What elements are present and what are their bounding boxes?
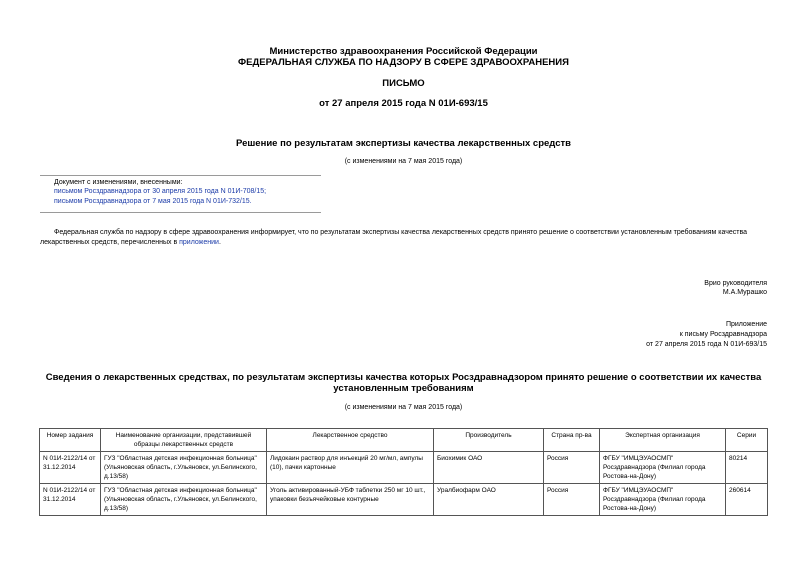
body-paragraph [40, 228, 766, 248]
cell-series: 80214 [726, 452, 768, 484]
cell-drug: Уголь активированный-УБФ таблетки 250 мг 10 шт., упаковки безъячейковые контурные [267, 484, 434, 516]
header-drug: Лекарственное средство [267, 429, 434, 452]
cell-task-number: N 01И-2122/14 от 31.12.2014 [40, 452, 101, 484]
ministry-title: Министерство здравоохранения Российской Федерации [269, 46, 538, 57]
header-country: Страна пр-ва [544, 429, 600, 452]
header-manufacturer: Производитель [434, 429, 544, 452]
changes-link-2[interactable]: письмом Росздравнадзора от 7 мая 2015 года N 01И-732/15. [54, 198, 252, 205]
header-organization: Наименование организации, представившей образцы лекарственных средств [101, 429, 267, 452]
appendix-changes-note: (с изменениями на 7 мая 2015 года) [344, 404, 463, 411]
cell-expert-organization: ФГБУ "ИМЦЭУАОСМП" Росздравнадзора (Филиал города Ростова-на-Дону) [600, 452, 726, 484]
cell-manufacturer: Уралбиофарм ОАО [434, 484, 544, 516]
table-row [40, 452, 768, 484]
appendix-ref-letter: к письму Росздравнадзора [679, 331, 767, 338]
cell-organization: ГУЗ "Областная детская инфекционная больница" (Ульяновская область, г.Ульяновск, ул.Белинского, д.13/58) [101, 484, 267, 516]
body-paragraph-text: Федеральная служба по надзору в сфере здравоохранения информирует, что по результатам экспертизы качества лекарственных средств принято решение о соответствии установленным требованиям качества лекарственных средств, перечисленных в [40, 229, 748, 246]
appendix-title-line-1: Сведения о лекарственных средствах, по результатам экспертизы качества которых Росздравнадзором принято решение о соответствии их качества [45, 372, 762, 383]
cell-expert-organization: ФГБУ "ИМЦЭУАОСМП" Росздравнадзора (Филиал города Ростова-на-Дону) [600, 484, 726, 516]
service-title: ФЕДЕРАЛЬНАЯ СЛУЖБА ПО НАДЗОРУ В СФЕРЕ ЗДРАВООХРАНЕНИЯ [238, 57, 569, 68]
signature-name: М.А.Мурашко [722, 289, 767, 296]
changes-box-top-rule [40, 175, 321, 176]
changes-box-intro: Документ с изменениями, внесенными: [54, 179, 183, 186]
appendix-ref-label: Приложение [725, 321, 767, 328]
table-row [40, 484, 768, 516]
appendix-title-line-2: установленным требованиям [333, 383, 474, 394]
document-type: ПИСЬМО [382, 78, 425, 89]
cell-series: 260614 [726, 484, 768, 516]
signature-position: Врио руководителя [704, 280, 767, 287]
changes-link-1[interactable]: письмом Росздравнадзора от 30 апреля 2015 года N 01И-708/15; [54, 188, 267, 195]
changes-box-bottom-rule [40, 212, 321, 213]
cell-manufacturer: Биохимик ОАО [434, 452, 544, 484]
cell-organization: ГУЗ "Областная детская инфекционная больница" (Ульяновская область, г.Ульяновск, ул.Белинского, д.13/58) [101, 452, 267, 484]
cell-task-number: N 01И-2122/14 от 31.12.2014 [40, 484, 101, 516]
cell-drug: Лидокаин раствор для инъекций 20 мг/мл, ампулы (10), пачки картонные [267, 452, 434, 484]
cell-country: Россия [544, 452, 600, 484]
subject-title: Решение по результатам экспертизы качества лекарственных средств [236, 138, 571, 149]
cell-country: Россия [544, 484, 600, 516]
appendix-ref-date: от 27 апреля 2015 года N 01И-693/15 [646, 341, 767, 348]
body-paragraph-end: . [218, 239, 221, 246]
header-expert-organization: Экспертная организация [600, 429, 726, 452]
header-series: Серии [726, 429, 768, 452]
subject-changes-note: (с изменениями на 7 мая 2015 года) [344, 158, 463, 165]
table-header-row [40, 429, 768, 452]
appendix-link[interactable]: приложении [179, 239, 219, 246]
drugs-table [39, 428, 768, 516]
document-date-number: от 27 апреля 2015 года N 01И-693/15 [319, 98, 488, 109]
header-task-number: Номер задания [40, 429, 101, 452]
